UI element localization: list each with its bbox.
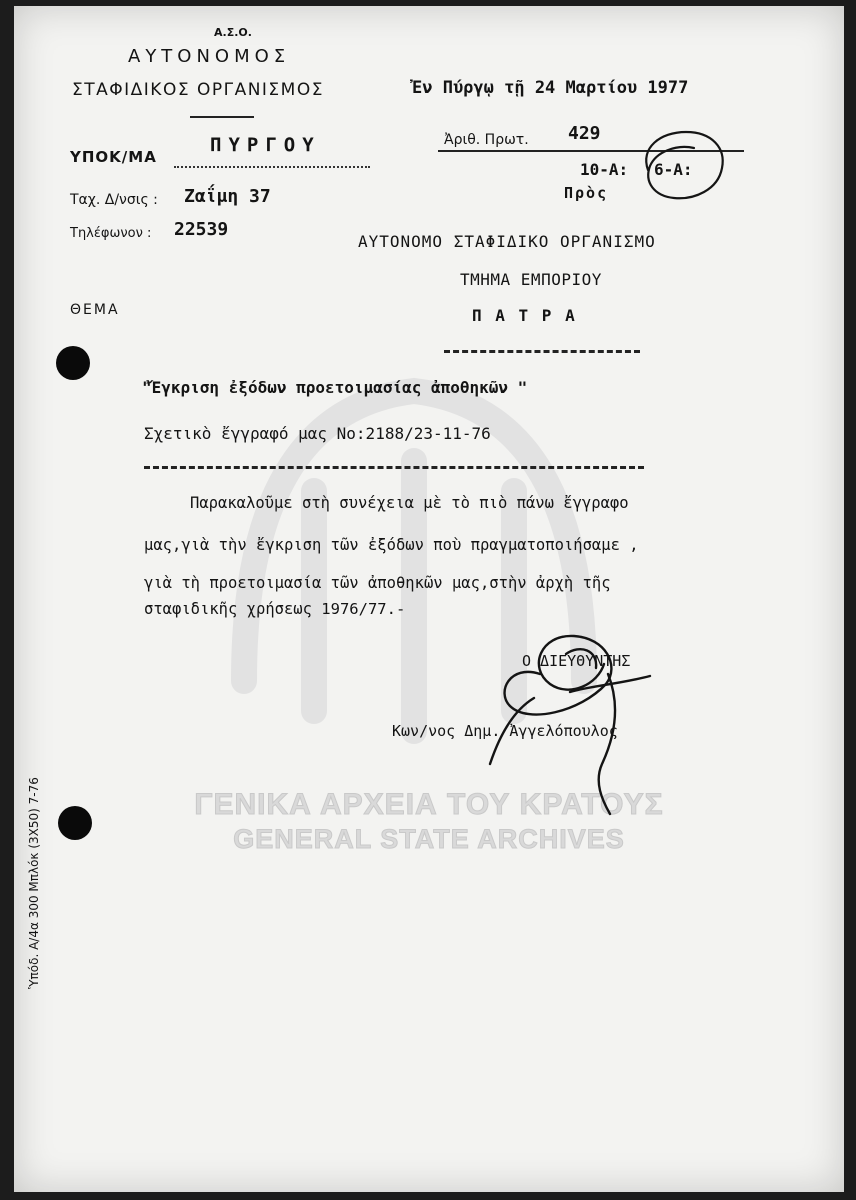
branch-label: ΥΠΟΚ/ΜΑ <box>70 148 157 166</box>
body-line-1: Παρακαλοῦμε στὴ συνέχεια μὲ τὸ πιὸ πάνω ἔγγραφο <box>190 494 629 512</box>
code-2: 6-Α: <box>654 160 693 179</box>
document-page <box>14 6 844 1192</box>
reference-text: Σχετικὸ ἔγγραφό μας Νο:2188/23-11-76 <box>144 424 491 443</box>
protocol-number: 429 <box>568 123 601 144</box>
protocol-label: Ἀριθ. Πρωτ. <box>444 132 529 148</box>
hand-drawn-circle <box>636 126 728 204</box>
to-label: Πρὸς <box>564 184 609 202</box>
signatory-name: Κων/νος Δημ. Ἀγγελόπουλος <box>392 722 618 740</box>
organization-name-line-1: ΑΥΤΟΝΟΜΟΣ <box>128 46 291 67</box>
address-label: Ταχ. Δ/νσις : <box>70 192 158 208</box>
letterhead-mark: Α.Σ.Ο. <box>214 26 252 39</box>
letterhead-divider <box>190 116 254 118</box>
body-line-2: μας,γιὰ τὴν ἔγκριση τῶν ἐξόδων ποὺ πραγματοποιήσαμε , <box>144 536 639 554</box>
watermark-line-1: ΓΕΝΙΚΑ ΑΡΧΕΙΑ ΤΟΥ ΚΡΑΤΟΥΣ <box>194 788 664 821</box>
watermark-line-2: GENERAL STATE ARCHIVES <box>233 824 625 854</box>
code-1: 10-Α: <box>580 160 629 179</box>
signatory-role: Ο ΔΙΕΥΘΥΝΤΗΣ <box>522 652 631 670</box>
recipient-line-1: ΑΥΤΟΝΟΜΟ ΣΤΑΦΙΔΙΚΟ ΟΡΓΑΝΙΣΜΟ <box>358 232 656 251</box>
phone-label: Τηλέφωνον : <box>70 226 152 241</box>
phone-value: 22539 <box>174 219 229 240</box>
reference-divider <box>144 466 644 469</box>
handwritten-signature <box>470 614 700 824</box>
recipient-line-2: ΤΜΗΜΑ ΕΜΠΟΡΙΟΥ <box>460 270 602 289</box>
body-line-4: σταφιδικῆς χρήσεως 1976/77.- <box>144 600 406 618</box>
binder-hole-top <box>56 346 90 380</box>
subject-text: "Ἔγκριση ἐξόδων προετοιμασίας ἀποθηκῶν " <box>142 378 528 397</box>
organization-name-line-2: ΣΤΑΦΙΔΙΚΟΣ ΟΡΓΑΝΙΣΜΟΣ <box>72 80 324 100</box>
branch-value: ΠΥΡΓΟΥ <box>210 134 321 156</box>
binder-hole-bottom <box>58 806 92 840</box>
recipient-divider <box>444 350 640 353</box>
branch-field-line <box>174 166 370 168</box>
margin-print-note: Ὑπόδ. Α/4α 300 Μπλόκ (3Χ50) 7-76 <box>27 777 41 989</box>
subject-label: ΘΕΜΑ <box>70 302 120 318</box>
recipient-line-3: Π Α Τ Ρ Α <box>472 306 577 325</box>
address-value: Ζαΐμη 37 <box>184 186 271 207</box>
body-line-3: γιὰ τὴ προετοιμασία τῶν ἀποθηκῶν μας,στὴν ἀρχὴ τῆς <box>144 574 611 592</box>
place-and-date: Ἐν Πύργῳ τῇ 24 Μαρτίου 1977 <box>412 78 689 98</box>
